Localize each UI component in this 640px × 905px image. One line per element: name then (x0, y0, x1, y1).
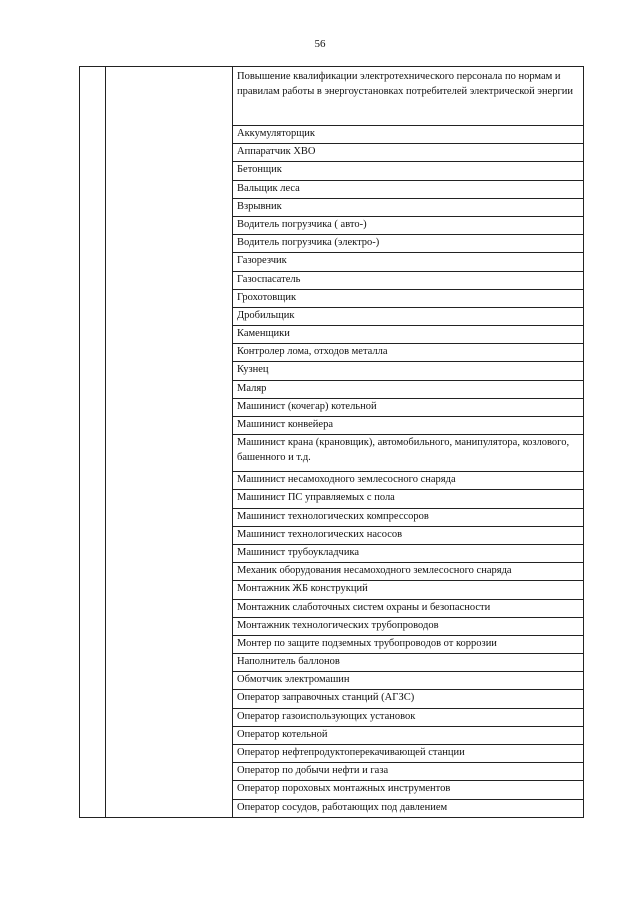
table-cell: Монтер по защите подземных трубопроводов от коррозии (233, 635, 584, 653)
table-cell: Обмотчик электромашин (233, 672, 584, 690)
table-cell: Машинист несамоходного землесосного снаряда (233, 472, 584, 490)
table-cell: Монтажник технологических трубопроводов (233, 617, 584, 635)
table-cell: Взрывник (233, 198, 584, 216)
table-cell: Водитель погрузчика ( авто-) (233, 216, 584, 234)
table-cell: Дробильщик (233, 307, 584, 325)
table-cell: Кузнец (233, 362, 584, 380)
table-cell: Машинист технологических компрессоров (233, 508, 584, 526)
table-cell: Монтажник ЖБ конструкций (233, 581, 584, 599)
table-cell: Газорезчик (233, 253, 584, 271)
table-cell: Каменщики (233, 326, 584, 344)
table-cell: Машинист ПС управляемых с пола (233, 490, 584, 508)
table-cell: Машинист технологических насосов (233, 526, 584, 544)
empty-column-1 (80, 67, 106, 818)
table-cell: Машинист трубоукладчика (233, 544, 584, 562)
table-cell: Машинист (кочегар) котельной (233, 398, 584, 416)
table-cell: Оператор пороховых монтажных инструментов (233, 781, 584, 799)
table-cell: Машинист крана (крановщик), автомобильного, манипулятора, козлового, башенного и т.д. (233, 435, 584, 472)
table-cell: Оператор сосудов, работающих под давлением (233, 799, 584, 817)
table-cell: Машинист конвейера (233, 417, 584, 435)
empty-column-2 (106, 67, 233, 818)
table-row (80, 67, 584, 126)
table-cell: Аппаратчик ХВО (233, 144, 584, 162)
table-cell: Механик оборудования несамоходного землесосного снаряда (233, 563, 584, 581)
table-body (80, 67, 584, 818)
table-cell: Оператор котельной (233, 726, 584, 744)
table-cell: Оператор заправочных станций (АГЗС) (233, 690, 584, 708)
page-number: 56 (314, 38, 326, 50)
table-cell: Бетонщик (233, 162, 584, 180)
table-cell: Аккумуляторщик (233, 126, 584, 144)
table-cell: Газоспасатель (233, 271, 584, 289)
profession-table (79, 66, 584, 818)
table-cell: Контролер лома, отходов металла (233, 344, 584, 362)
table-cell: Монтажник слаботочных систем охраны и безопасности (233, 599, 584, 617)
table-cell: Маляр (233, 380, 584, 398)
table-cell: Водитель погрузчика (электро-) (233, 235, 584, 253)
table-cell: Грохотовщик (233, 289, 584, 307)
table-cell: Оператор по добычи нефти и газа (233, 763, 584, 781)
table-cell: Наполнитель баллонов (233, 654, 584, 672)
table-cell: Повышение квалификации электротехнического персонала по нормам и правилам работы в энергоустановках потребителей электрической энергии (233, 67, 584, 126)
table-cell: Оператор нефтепродуктоперекачивающей станции (233, 745, 584, 763)
table-cell: Вальщик леса (233, 180, 584, 198)
table-cell: Оператор газоиспользующих установок (233, 708, 584, 726)
